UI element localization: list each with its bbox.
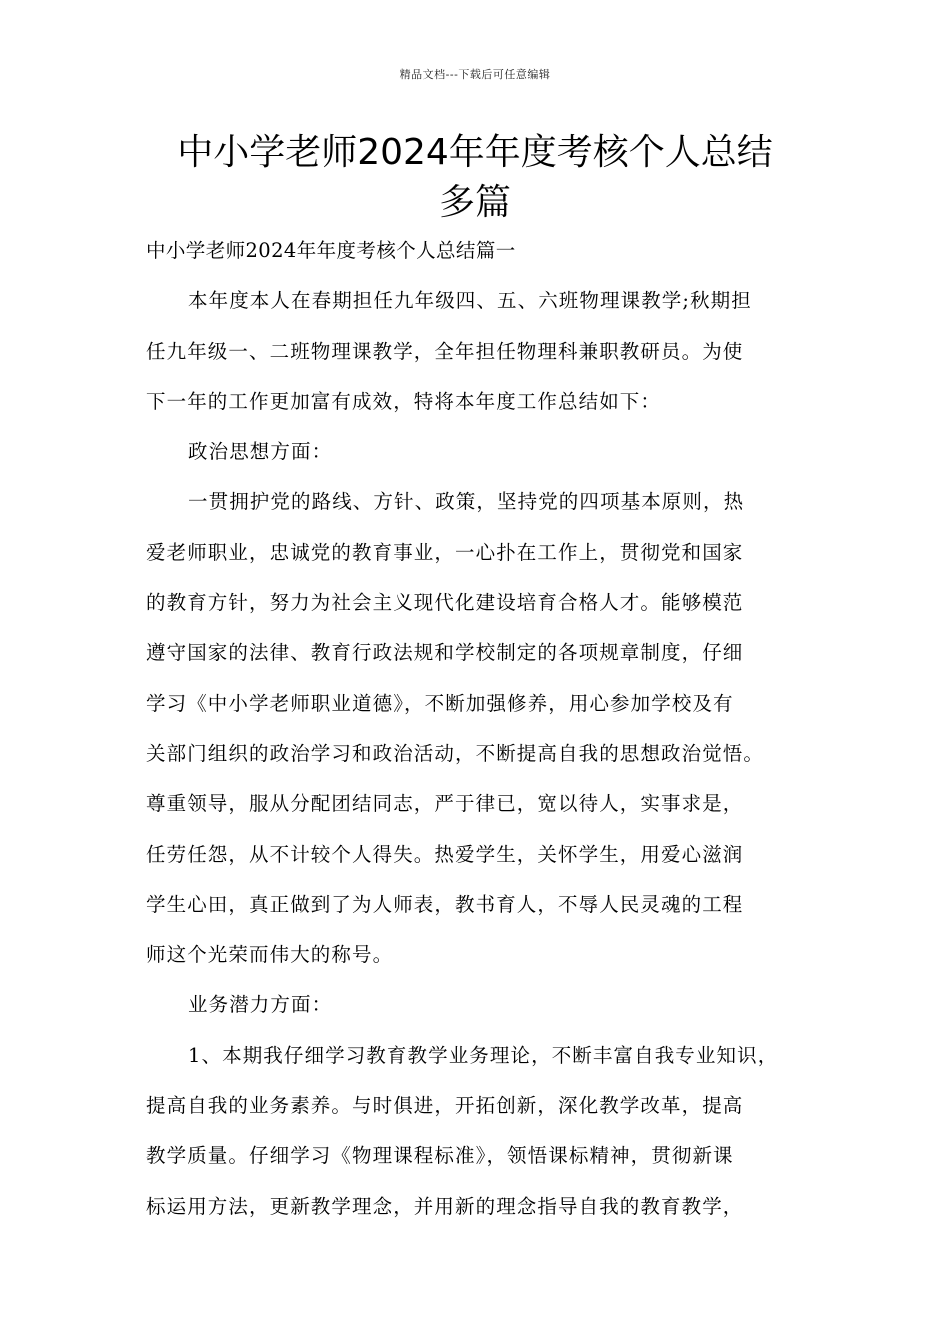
paragraph-line: 下一年的工作更加富有成效，特将本年度工作总结如下： [146, 389, 662, 413]
section-subtitle: 中小学老师2024年年度考核个人总结篇一 [146, 239, 516, 262]
section-heading: 业务潜力方面： [188, 993, 333, 1017]
section-heading: 政治思想方面： [188, 440, 333, 464]
paragraph-line: 学生心田，真正做到了为人师表，教书育人，不辱人民灵魂的工程 [146, 892, 744, 916]
paragraph-line: 爱老师职业，忠诚党的教育事业，一心扑在工作上，贯彻党和国家 [146, 540, 744, 564]
paragraph-line: 任劳任怨，从不计较个人得失。热爱学生，关怀学生，用爱心滋润 [146, 842, 744, 866]
paragraph-line: 关部门组织的政治学习和政治活动，不断提高自我的思想政治觉悟。 [146, 741, 765, 765]
paragraph-line: 标运用方法，更新教学理念，并用新的理念指导自我的教育教学， [146, 1194, 744, 1218]
paragraph-line: 本年度本人在春期担任九年级四、五、六班物理课教学;秋期担 [188, 289, 752, 313]
paragraph-line: 师这个光荣而伟大的称号。 [146, 943, 394, 967]
document-title [150, 128, 800, 228]
title-line-1: 中小学老师2024年年度考核个人总结 [177, 132, 773, 173]
title-line-2: 多篇 [438, 182, 511, 223]
paragraph-line: 1、本期我仔细学习教育教学业务理论，不断丰富自我专业知识， [188, 1043, 779, 1067]
paragraph-line: 尊重领导，服从分配团结同志，严于律已，宽以待人，实事求是， [146, 792, 744, 816]
paragraph-line: 提高自我的业务素养。与时俱进，开拓创新，深化教学改革，提高 [146, 1094, 744, 1118]
paragraph-line: 的教育方针，努力为社会主义现代化建设培育合格人才。能够模范 [146, 591, 744, 615]
paragraph-line: 学习《中小学老师职业道德》，不断加强修养，用心参加学校及有 [146, 691, 734, 715]
paragraph-line: 教学质量。仔细学习《物理课程标准》，领悟课标精神，贯彻新课 [146, 1144, 734, 1168]
paragraph-line: 任九年级一、二班物理课教学，全年担任物理科兼职教研员。为使 [146, 339, 744, 363]
header-note: 精品文档---下载后可任意编辑 [399, 68, 551, 81]
paragraph-line: 一贯拥护党的路线、方针、政策，坚持党的四项基本原则，热 [188, 490, 745, 514]
document-body [146, 232, 836, 1238]
paragraph-line: 遵守国家的法律、教育行政法规和学校制定的各项规章制度，仔细 [146, 641, 744, 665]
